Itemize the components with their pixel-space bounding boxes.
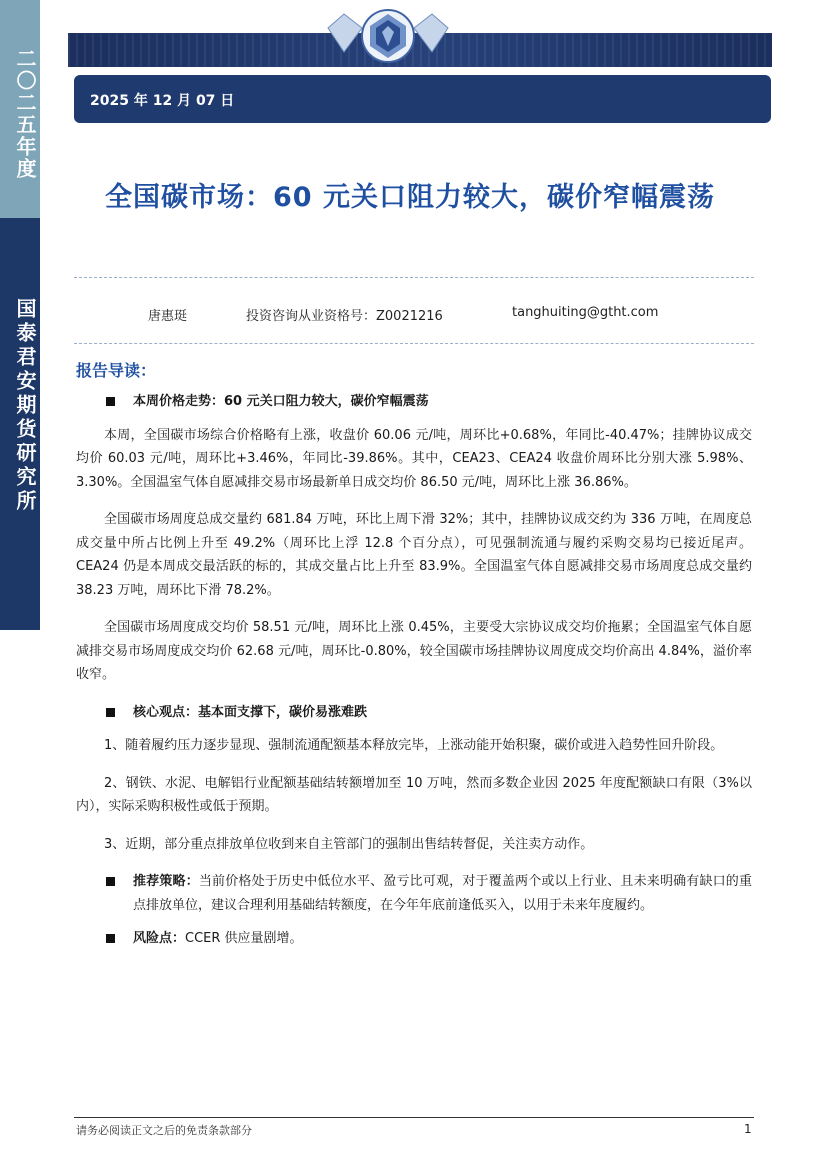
section-core-view (76, 701, 752, 725)
diamond-logo-icon (322, 6, 454, 70)
report-body (76, 390, 752, 961)
section-strategy (76, 870, 752, 917)
section-heading: 本周价格走势：60 元关口阻力较大，碳价窄幅震荡 (133, 394, 429, 409)
divider-author (74, 343, 754, 344)
strategy-text: 当前价格处于历史中低位水平、盈亏比可观，对于覆盖两个或以上行业、且未来明确有缺口的重点排放单位，建议合理利用基础结转额度，在今年年底前逢低买入，以用于未来年度履约。 (133, 874, 752, 913)
risk-text: CCER 供应量剧增。 (185, 931, 303, 946)
paragraph: 全国碳市场周度成交均价 58.51 元/吨，周环比上涨 0.45%，主要受大宗协议成交均价拖累；全国温室气体自愿减排交易市场周度成交均价 62.68 元/吨，周环比-0.80%，较全国碳市场挂牌协议周度成交均价高出 4.84%，溢价率收窄。 (76, 620, 752, 682)
footer-disclaimer: 请务必阅读正文之后的免责条款部分 (76, 1124, 252, 1137)
paragraph: 2、钢铁、水泥、电解铝行业配额基础结转额增加至 10 万吨，然而多数企业因 2025 年度配额缺口有限（3%以内），实际采购积极性或低于预期。 (76, 775, 752, 814)
bullet-square-icon (106, 877, 115, 886)
section-risk (76, 927, 752, 951)
risk-label: 风险点： (133, 931, 186, 946)
author-email[interactable]: tanghuiting@gtht.com (512, 305, 659, 320)
strategy-label: 推荐策略： (133, 874, 199, 889)
bullet-square-icon (106, 708, 115, 717)
report-title: 全国碳市场：60 元关口阻力较大，碳价窄幅震荡 (105, 182, 715, 213)
paragraph: 1、随着履约压力逐步显现、强制流通配额基本释放完毕，上涨动能开始积聚，碳价或进入趋势性回升阶段。 (104, 738, 724, 753)
sidebar-year: 二〇二五年度 (13, 48, 37, 180)
paragraph: 3、近期，部分重点排放单位收到来自主管部门的强制出售结转督促，关注卖方动作。 (104, 836, 594, 852)
paragraph: 全国碳市场周度总成交量约 681.84 万吨，环比上周下滑 32%；其中，挂牌协议成交约为 336 万吨，在周度总成交量中所占比例上升至 49.2%（周环比上浮 12.8 个百分点），可见强制流通与履约采购交易均已接近尾声。CEA24 仍是本周成交最活跃的标的，其成交量占比上升至 83.9%。全国温室气体自愿减排交易市场周度总成交量约 38.23 万吨，周环比下滑 78.2%。 (76, 512, 752, 598)
section-heading: 核心观点：基本面支撑下，碳价易涨难跌 (133, 704, 368, 720)
report-date: 2025 年 12 月 07 日 (90, 93, 235, 109)
bullet-square-icon (106, 934, 115, 943)
section-price-trend (76, 390, 752, 414)
page-number: 1 (744, 1122, 752, 1136)
paragraph: 本周，全国碳市场综合价格略有上涨，收盘价 60.06 元/吨，周环比+0.68%，年同比-40.47%；挂牌协议成交均价 60.03 元/吨，周环比+3.46%，年同比-39.86%。其中，CEA23、CEA24 收盘价周环比分别大涨 5.98%、3.30%。全国温室气体自愿减排交易市场最新单日成交均价 86.50 元/吨，周环比上涨 36.86%。 (76, 427, 752, 490)
footer-divider (74, 1117, 754, 1118)
divider-top (74, 277, 754, 278)
sidebar-institute: 国泰君安期货研究所 (13, 298, 37, 514)
author-name: 唐惠珽 (148, 309, 188, 324)
author-license: 投资咨询从业资格号：Z0021216 (246, 309, 443, 324)
bullet-square-icon (106, 397, 115, 406)
lead-heading: 报告导读： (76, 361, 157, 380)
